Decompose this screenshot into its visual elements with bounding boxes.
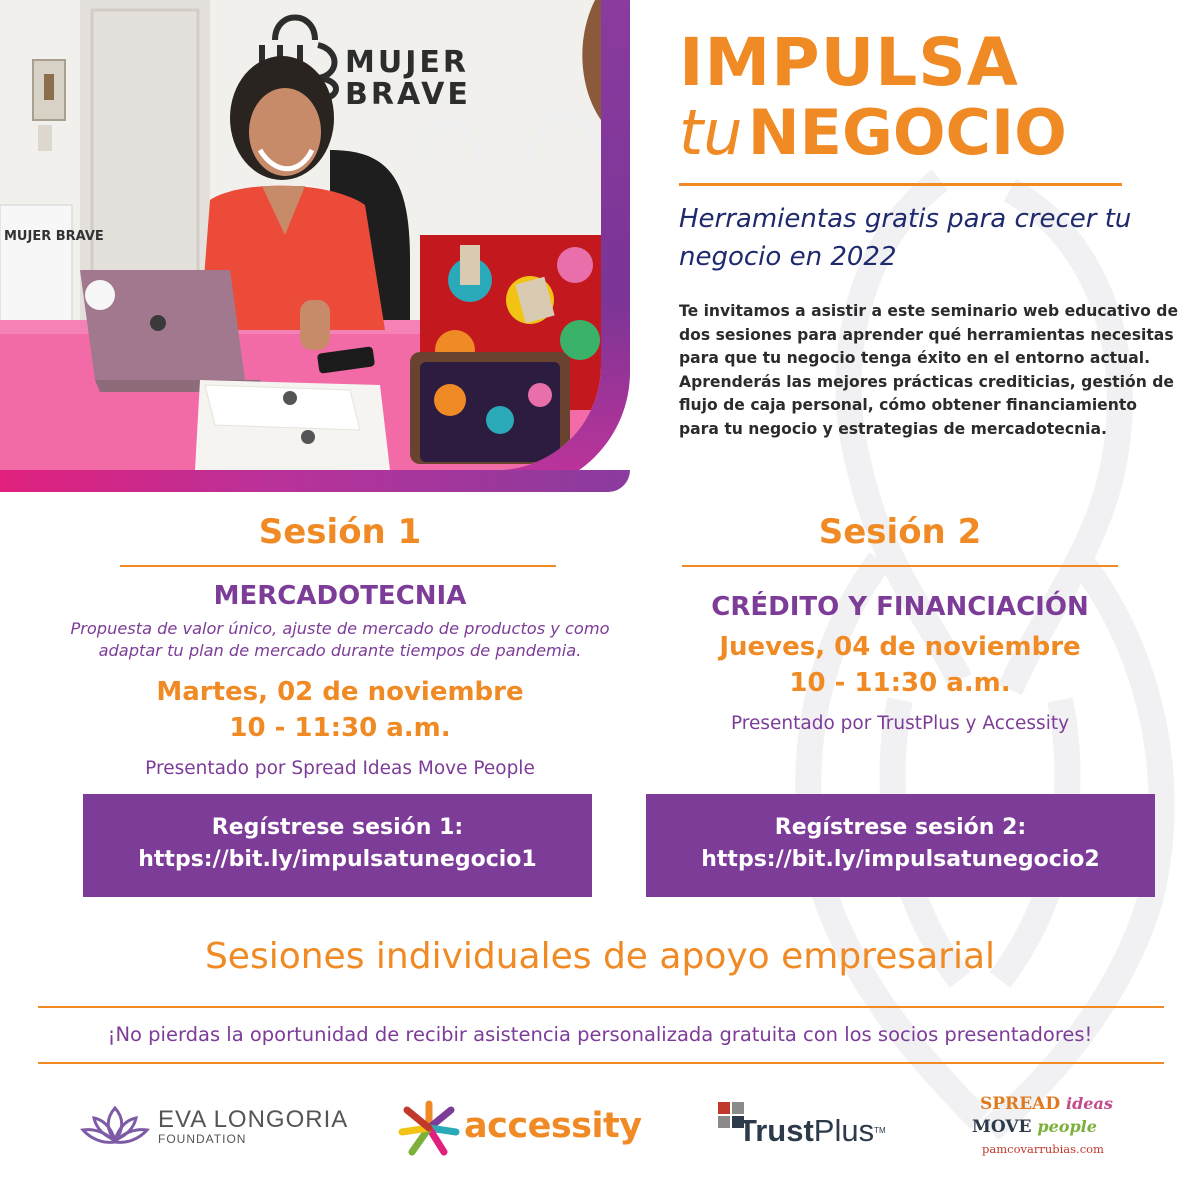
eva-longoria-foundation-logo [80, 1100, 350, 1150]
footer-divider-top [38, 1006, 1164, 1008]
footer-divider-bottom [38, 1062, 1164, 1064]
register-session-1-label: Regístrese sesión 1: [211, 815, 464, 840]
session-1-description: Propuesta de valor único, ajuste de mercado de productos y como adaptar tu plan de mercado durante tiempos de pandemia. [70, 619, 610, 660]
spread-ideas-line [980, 1094, 1113, 1114]
trustplus-plus: Plus [813, 1113, 875, 1148]
accessity-wordmark: accessity [464, 1106, 642, 1146]
eva-longoria-name: EVA LONGORIA [158, 1106, 349, 1133]
register-session-2-button[interactable] [646, 794, 1155, 897]
session-1 [40, 510, 640, 782]
move-people-line [972, 1117, 1097, 1137]
trustplus-logo [718, 1100, 918, 1152]
session-1-divider [120, 565, 556, 567]
session-2-divider [682, 565, 1118, 567]
session-2-date: Jueves, 04 de noviembre [719, 632, 1081, 662]
individual-sessions-heading: Sesiones individuales de apoyo empresarial [204, 936, 996, 977]
spread-ideas-move-people-logo [968, 1092, 1128, 1164]
session-1-date: Martes, 02 de noviembre [156, 677, 524, 707]
title-negocio: NEGOCIO [747, 96, 1067, 169]
photo-accent-bar [0, 470, 630, 492]
svg-text:MUJER: MUJER [345, 45, 469, 80]
intro-paragraph: Te invitamos a asistir a este seminario web educativo de dos sesiones para aprender qué herramientas necesitas para que tu negocio tenga éxito en el entorno actual. Aprenderás las mejores prácticas crediticias, gestión de flujo de caja personal, cómo obtener financiamiento para tu negocio y estrategias de mercadotecnia. [679, 302, 1179, 438]
session-1-topic: MERCADOTECNIA [213, 581, 467, 611]
session-2-presenter: Presentado por TrustPlus y Accessity [730, 713, 1070, 734]
trustplus-wordmark [738, 1114, 886, 1148]
svg-text:MUJER BRAVE: MUJER BRAVE [4, 229, 104, 244]
pamcovarrubias-url[interactable]: pamcovarrubias.com [982, 1142, 1104, 1156]
session-2-time: 10 - 11:30 a.m. [789, 668, 1011, 698]
session-1-time: 10 - 11:30 a.m. [229, 713, 451, 743]
eva-foundation-label: FOUNDATION [158, 1132, 247, 1146]
accessity-logo [396, 1098, 656, 1158]
trustplus-trust: Trust [738, 1113, 814, 1148]
register-session-1-button[interactable] [83, 794, 592, 897]
footer-tagline: ¡No pierdas la oportunidad de recibir asistencia personalizada gratuita con los socios presentadores! [107, 1023, 1093, 1046]
session-2-title: Sesión 2 [818, 512, 982, 552]
register-session-2-link[interactable]: https://bit.ly/impulsatunegocio2 [701, 847, 1100, 872]
title-impulsa: IMPULSA [679, 24, 1019, 101]
session-1-presenter: Presentado por Spread Ideas Move People [145, 758, 535, 779]
title-tu-negocio [679, 96, 1067, 169]
register-session-1-link[interactable]: https://bit.ly/impulsatunegocio1 [138, 847, 537, 872]
hero-photo-block [0, 0, 630, 492]
accessity-star-icon [396, 1098, 462, 1158]
move-word: MOVE [972, 1117, 1032, 1137]
title-tu: tu [679, 96, 743, 169]
spread-word: SPREAD [980, 1094, 1061, 1114]
subtitle: Herramientas gratis para crecer tu negocio en 2022 [679, 204, 1132, 272]
trustplus-tm: TM [874, 1126, 886, 1135]
session-2 [600, 510, 1200, 737]
register-session-2-label: Regístrese sesión 2: [774, 815, 1027, 840]
session-1-title: Sesión 1 [258, 512, 422, 552]
svg-text:BRAVE: BRAVE [345, 77, 471, 112]
lotus-icon [80, 1100, 150, 1150]
session-2-topic: CRÉDITO Y FINANCIACIÓN [711, 592, 1089, 622]
hero-photo [0, 0, 601, 470]
title-divider [679, 183, 1122, 186]
ideas-word: ideas [1066, 1094, 1113, 1113]
office-scene-illustration [0, 0, 601, 470]
people-word: people [1037, 1117, 1097, 1136]
